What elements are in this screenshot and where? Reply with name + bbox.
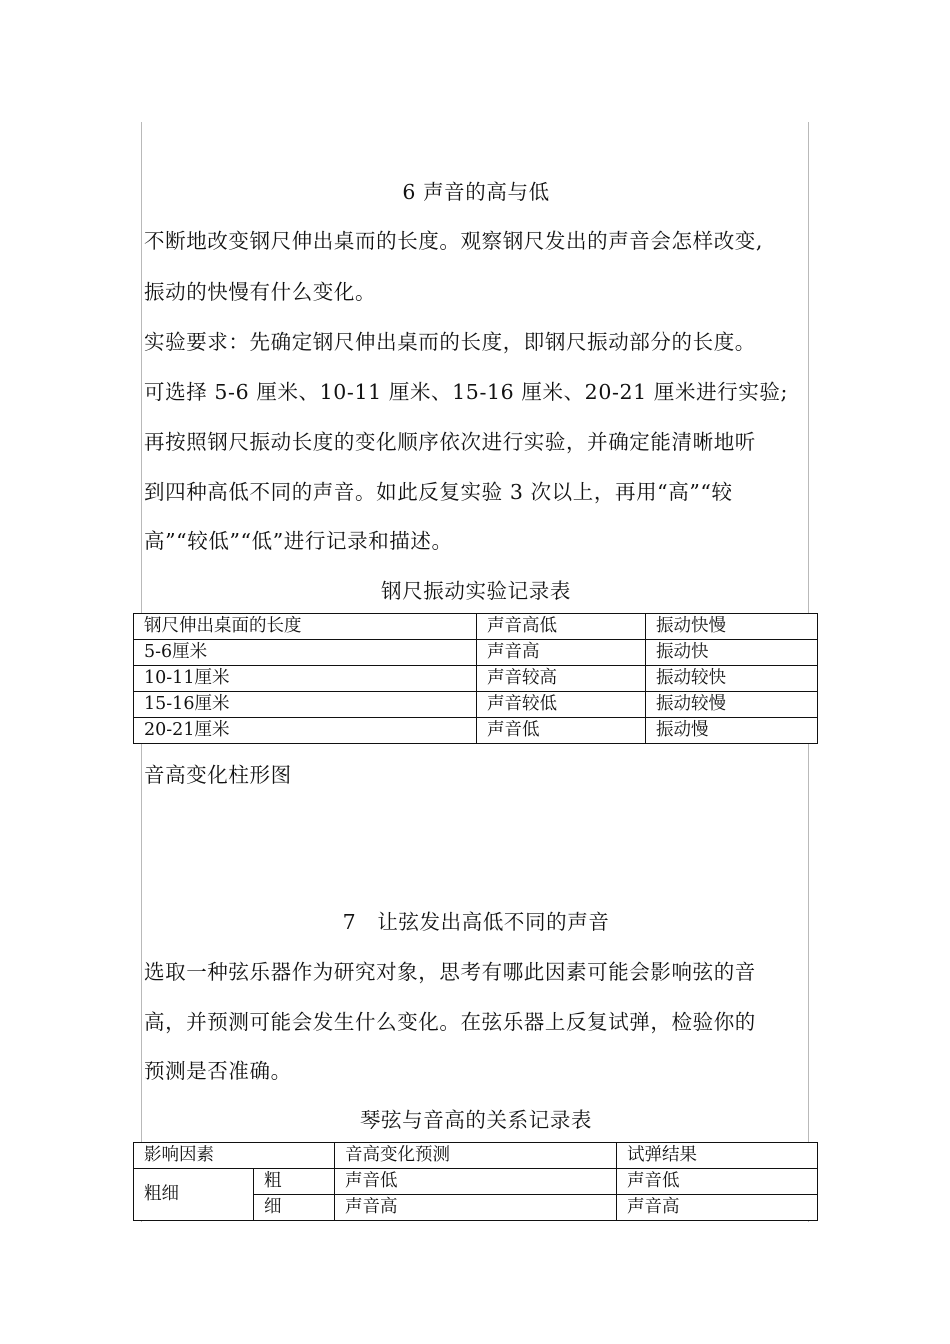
- table-row: [134, 1169, 818, 1195]
- section6-title: 6 声音的高与低: [402, 180, 550, 204]
- table-row: [134, 718, 818, 744]
- table-cell: 声音高: [335, 1195, 617, 1221]
- section7-title: 7 让弦发出高低不同的声音: [342, 910, 610, 934]
- header-cell: 振动快慢: [646, 614, 818, 640]
- table-row: [134, 666, 818, 692]
- section6-para1-line1: 不断地改变钢尺伸出桌而的长度。观察钢尺发出的声音会怎样改变,: [144, 229, 764, 253]
- header-cell: 钢尺伸出桌面的长度: [134, 614, 477, 640]
- section7-para-line3: 预测是否准确。: [144, 1059, 292, 1083]
- table-cell: 振动较慢: [646, 692, 818, 718]
- table-cell: 15-16厘米: [134, 692, 477, 718]
- section6-para2-line2: 可选择 5-6 厘米、10-11 厘米、15-16 厘米、20-21 厘米进行实验;: [144, 380, 788, 404]
- table-cell: 声音高: [477, 640, 646, 666]
- header-cell: 试弹结果: [617, 1143, 818, 1169]
- section7-para-line1: 选取一种弦乐器作为研究对象，思考有哪此因素可能会影响弦的音: [144, 960, 756, 984]
- section6-para1-line2: 振动的快慢有什么变化。: [144, 280, 377, 304]
- section6-para2-line3: 再按照钢尺振动长度的变化顺序依次进行实验，并确定能清晰地听: [144, 430, 756, 454]
- table-cell: 振动较快: [646, 666, 818, 692]
- chart-placeholder-area: [144, 790, 808, 885]
- table-row: [134, 692, 818, 718]
- header-cell: 声音高低: [477, 614, 646, 640]
- steel-ruler-table: [133, 613, 818, 744]
- table-cell: 声音高: [617, 1195, 818, 1221]
- table-header-row: [134, 1143, 818, 1169]
- table-cell: 声音低: [335, 1169, 617, 1195]
- chart-caption: 音高变化柱形图: [144, 763, 292, 787]
- table-cell: 声音低: [617, 1169, 818, 1195]
- table-cell: 细: [254, 1195, 335, 1221]
- table-header-row: [134, 614, 818, 640]
- header-cell: 影响因素: [134, 1143, 335, 1169]
- table-cell: 10-11厘米: [134, 666, 477, 692]
- section6-para2-line5: 高”“较低”“低”进行记录和描述。: [144, 529, 453, 553]
- section6-para2-line1: 实验要求：先确定钢尺伸出桌而的长度，即钢尺振动部分的长度。: [144, 330, 756, 354]
- steel-ruler-table-title: 钢尺振动实验记录表: [381, 579, 571, 603]
- string-pitch-table-title: 琴弦与音高的关系记录表: [359, 1108, 593, 1132]
- table-cell: 20-21厘米: [134, 718, 477, 744]
- table-cell: 声音较高: [477, 666, 646, 692]
- table-cell: 5-6厘米: [134, 640, 477, 666]
- table-cell: 粗: [254, 1169, 335, 1195]
- table-row: [134, 640, 818, 666]
- section7-para-line2: 高，并预测可能会发生什么变化。在弦乐器上反复试弹，检验你的: [144, 1010, 756, 1034]
- string-pitch-table: [133, 1142, 818, 1221]
- table-cell: 声音低: [477, 718, 646, 744]
- header-cell: 音高变化预测: [335, 1143, 617, 1169]
- table-cell: 振动慢: [646, 718, 818, 744]
- table-cell: 声音较低: [477, 692, 646, 718]
- table-cell: 振动快: [646, 640, 818, 666]
- section6-para2-line4: 到四种高低不同的声音。如此反复实验 3 次以上，再用“高”“较: [144, 480, 733, 504]
- group-label-cell: 粗细: [134, 1169, 254, 1221]
